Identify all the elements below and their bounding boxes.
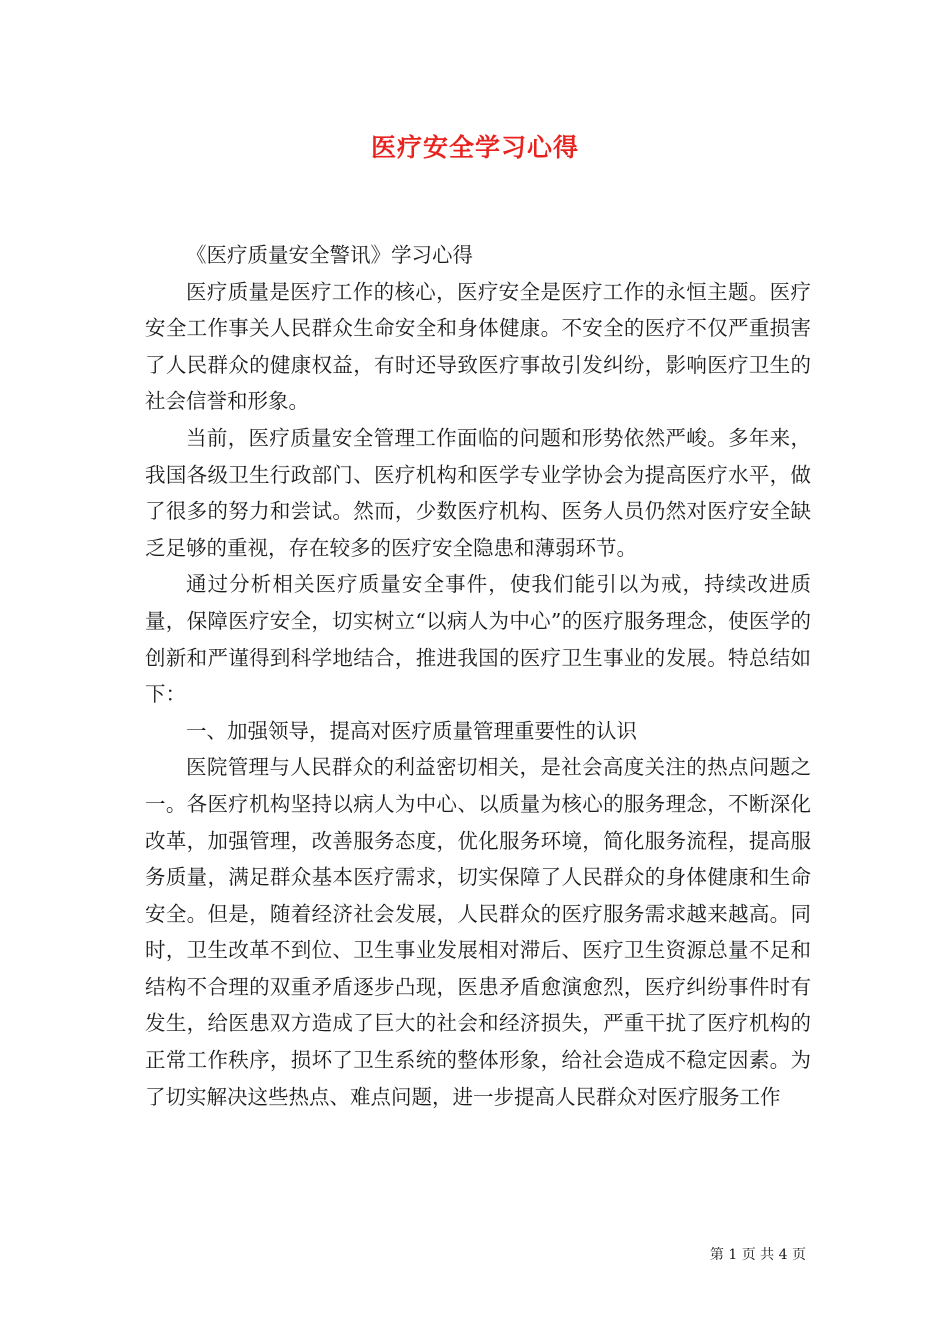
paragraph-3: 通过分析相关医疗质量安全事件，使我们能引以为戒，持续改进质量，保障医疗安全，切实树立“以病人为中心”的医疗服务理念，使医学的创新和严谨得到科学地结合，推进我国的医疗卫生事业的发展。特总结如下： — [145, 572, 811, 707]
section-heading-1: 一、加强领导，提高对医疗质量管理重要性的认识 — [186, 718, 637, 743]
page-number-footer: 第 1 页 共 4 页 — [709, 1247, 806, 1263]
paragraph-subtitle: 《医疗质量安全警讯》学习心得 — [186, 243, 473, 267]
document-title: 医疗安全学习心得 — [370, 133, 579, 162]
document-body — [145, 237, 811, 1115]
paragraph-2: 当前，医疗质量安全管理工作面临的问题和形势依然严峻。多年来，我国各级卫生行政部门、医疗机构和医学专业学协会为提高医疗水平，做了很多的努力和尝试。然而，少数医疗机构、医务人员仍然对医疗安全缺乏足够的重视，存在较多的医疗安全隐患和薄弱环节。 — [145, 425, 811, 560]
paragraph-4: 医院管理与人民群众的利益密切相关，是社会高度关注的热点问题之一。各医疗机构坚持以病人为中心、以质量为核心的服务理念，不断深化改革，加强管理，改善服务态度，优化服务环境，简化服务流程，提高服务质量，满足群众基本医疗需求，切实保障了人民群众的身体健康和生命安全。但是，随着经济社会发展，人民群众的医疗服务需求越来越高。同时，卫生改革不到位、卫生事业发展相对滞后、医疗卫生资源总量不足和结构不合理的双重矛盾逐步凸现，医患矛盾愈演愈烈，医疗纠纷事件时有发生，给医患双方造成了巨大的社会和经济损失，严重干扰了医疗机构的正常工作秩序，损坏了卫生系统的整体形象，给社会造成不稳定因素。为了切实解决这些热点、难点问题，进一步提高人民群众对医疗服务工作 — [145, 755, 811, 1109]
paragraph-1: 医疗质量是医疗工作的核心，医疗安全是医疗工作的永恒主题。医疗安全工作事关人民群众生命安全和身体健康。不安全的医疗不仅严重损害了人民群众的健康权益，有时还导致医疗事故引发纠纷，影响医疗卫生的社会信誉和形象。 — [145, 279, 811, 414]
